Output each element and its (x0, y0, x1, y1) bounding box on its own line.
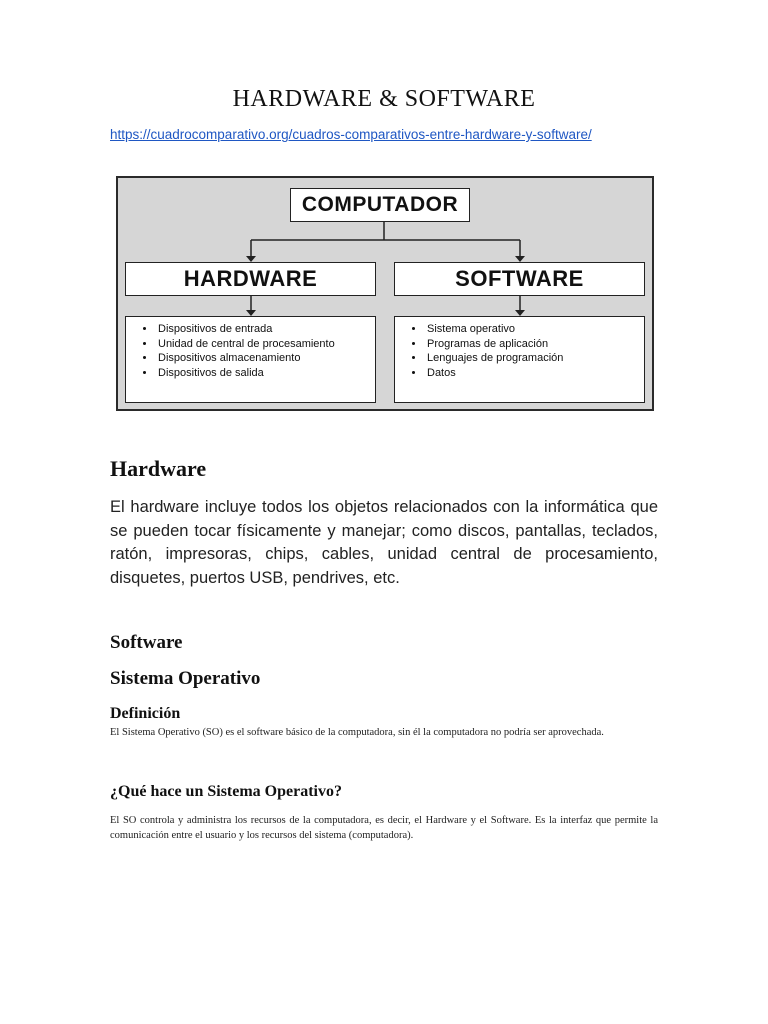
que-hace-paragraph: El SO controla y administra los recursos de la computadora, es decir, el Hardware y el Software. Es la interfaz que permite la comunicación entre el usuario y los recursos del sistema (computadora). (110, 815, 658, 841)
definicion-paragraph: El Sistema Operativo (SO) es el software básico de la computadora, sin él la computadora no podría ser aprovechada. (110, 727, 604, 738)
list-item: • Dispositivos de entrada (156, 322, 375, 337)
source-link[interactable]: https://cuadrocomparativo.org/cuadros-comparativos-entre-hardware-y-software/ (110, 127, 592, 142)
list-item: • Lenguajes de programación (425, 351, 644, 366)
list-item: • Dispositivos almacenamiento (156, 351, 375, 366)
list-item: • Dispositivos de salida (156, 366, 375, 381)
hardware-heading: Hardware (110, 456, 207, 481)
list-item: • Unidad de central de procesamiento (156, 337, 375, 352)
list-item: • Programas de aplicación (425, 337, 644, 352)
computador-box: COMPUTADOR (290, 188, 470, 222)
sistema-operativo-heading: Sistema Operativo (110, 668, 261, 689)
hardware-box: HARDWARE (125, 262, 376, 296)
definicion-heading: Definición (110, 705, 181, 722)
document-title: HARDWARE & SOFTWARE (232, 86, 536, 112)
computer-diagram (116, 176, 654, 411)
hardware-list-box (125, 316, 376, 403)
hardware-list (126, 317, 375, 380)
que-hace-heading: ¿Qué hace un Sistema Operativo? (110, 783, 342, 800)
software-list (395, 317, 644, 380)
hardware-paragraph: El hardware incluye todos los objetos relacionados con la informática que se pueden tocar físicamente y manejar; como discos, pantallas, teclados, ratón, impresoras, chips, cables, unidad central de procesamiento, disquetes, puertos USB, pendrives, etc. (110, 498, 658, 587)
software-heading: Software (110, 632, 183, 653)
list-item: • Sistema operativo (425, 322, 644, 337)
list-item: • Datos (425, 366, 644, 381)
software-list-box (394, 316, 645, 403)
software-box: SOFTWARE (394, 262, 645, 296)
